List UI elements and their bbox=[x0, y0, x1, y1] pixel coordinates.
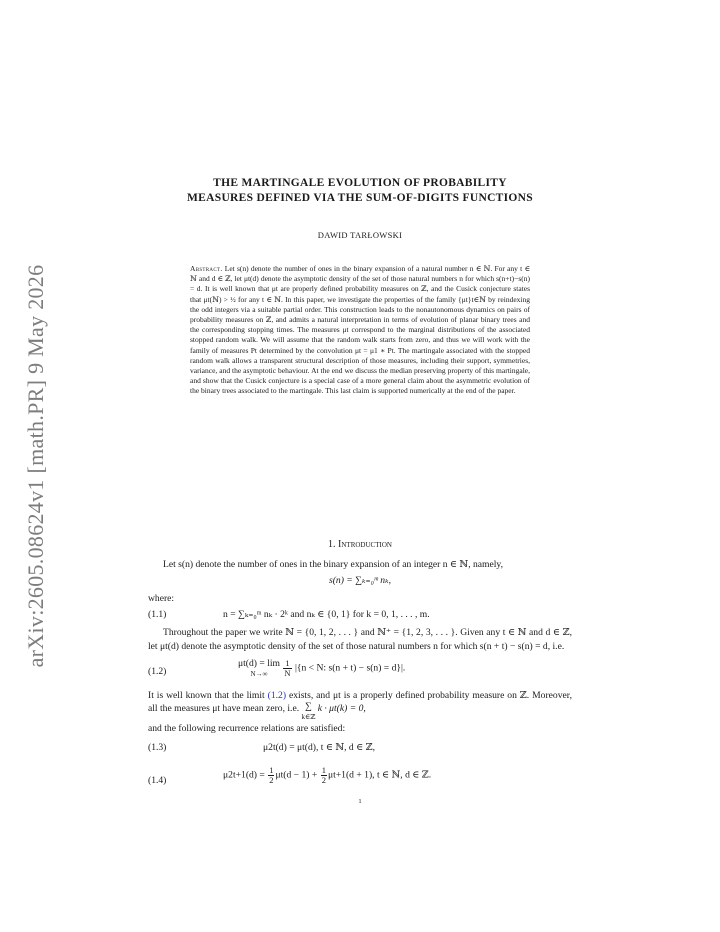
abstract-text: Let s(n) denote the number of ones in the binary expansion of a natural number n ∈ ℕ. For any t ∈ ℕ and d ∈ ℤ, let μt(d) denote the asymptotic density of the set of those natural numbers n for which s(n+t)−s(n) = d. It is well known that μt are properly defined probability measures on ℤ, and the Cusick conjecture states that μt(ℕ) > ½ for any t ∈ ℕ. In this paper, we investigate the properties of the family {μt}t∈ℕ by reindexing the odd integers via a suitable partial order. This construction leads to the nonautonomous dynamics on pairs of probability measures on ℤ, and admits a natural interpretation in terms of evolution of planar binary trees and the corresponding stopping times. The measures μt correspond to the marginal distributions of the associated stopped random walk. We will assume that the random walk starts from zero, and thus we will work with the family of measures Pt determined by the convolution μt = μ1 ∗ Pt. The martingale associated with the stopped random walk allows a transparent structural description of those measures, including their support, symmetries, variance, and the asymptotic behaviour. At the end we discuss the median preserving property of this martingale, and show that the Cusick conjecture is a special case of a more general claim about the asymmetric evolution of the binary trees associated to the martingale. This last claim is supported numerically at the end of the paper. bbox=[190, 264, 531, 396]
equation-1-4-lhs: μ2t+1(d) = bbox=[223, 769, 268, 781]
paragraph-3-start: It is well known that the limit bbox=[148, 689, 268, 701]
abstract-heading: Abstract. bbox=[190, 264, 223, 273]
equation-1-2 bbox=[148, 659, 572, 685]
fraction-one-half-a: $\frac{1}{2}$ bbox=[269, 765, 274, 786]
equation-1-2-limit-subscript: N→∞ bbox=[250, 669, 268, 678]
equation-1-4-body bbox=[148, 766, 572, 785]
equation-1-4-rhs: μt+1(d + 1), t ∈ ℕ, d ∈ ℤ. bbox=[327, 769, 432, 781]
equation-1-3-body: μ2t(d) = μt(d), t ∈ ℕ, d ∈ ℤ, bbox=[263, 742, 376, 754]
equation-number-1-4: (1.4) bbox=[148, 775, 167, 787]
paragraph-2: Throughout the paper we write ℕ = {0, 1, 2, . . . } and ℕ⁺ = {1, 2, 3, . . . }. Given any t ∈ ℕ and d ∈ ℤ, let μt(d) denote the asymptotic density of the set of those natural numbers n for which s(n + t) − s(n) = d, i.e. bbox=[148, 627, 572, 652]
sum-subscript: k∈ℤ bbox=[301, 713, 316, 722]
paragraph-3-middle: exists, and μt is a properly defined probability measure on ℤ. Moreover, all the measures μt have mean zero, i.e. bbox=[148, 689, 572, 715]
paragraph-1: Let s(n) denote the number of ones in the binary expansion of an integer n ∈ ℕ, namely, bbox=[163, 559, 504, 570]
fraction-one-half-b: $\frac{1}{2}$ bbox=[321, 765, 326, 786]
equation-sum-of-digits-body: s(n) = ∑ₖ₌₀ᵐ nₖ, bbox=[328, 575, 392, 587]
equation-1-1-body: n = ∑ₖ₌₀ᵐ nₖ · 2ᵏ and nₖ ∈ {0, 1} for k = 0, 1, . . . , m. bbox=[223, 609, 430, 621]
abstract bbox=[190, 264, 530, 397]
section-heading: 1. Introduction bbox=[328, 539, 392, 550]
equation-number-1-3: (1.3) bbox=[148, 742, 167, 754]
equation-number-1-1: (1.1) bbox=[148, 609, 167, 621]
equation-sum-of-digits bbox=[148, 574, 572, 589]
title-line-1: THE MARTINGALE EVOLUTION OF PROBABILITY bbox=[213, 177, 507, 189]
equation-1-4-middle: μt(d − 1) + bbox=[275, 769, 320, 781]
equation-1-2-rhs: |{n < N: s(n + t) − s(n) = d}|. bbox=[294, 662, 406, 674]
author-name: DAWID TARŁOWSKI bbox=[317, 230, 403, 240]
mean-zero-expression: k · μt(k) = 0, bbox=[317, 703, 366, 715]
equation-1-2-lhs: μt(d) = lim bbox=[238, 657, 280, 669]
equation-reference-link[interactable]: (1.2) bbox=[267, 689, 287, 701]
equation-number-1-2: (1.2) bbox=[148, 665, 167, 677]
paragraph-4: and the following recurrence relations are satisfied: bbox=[148, 723, 346, 735]
equation-1-3 bbox=[148, 741, 572, 756]
equation-1-4 bbox=[148, 766, 572, 796]
equation-1-1 bbox=[148, 608, 572, 623]
paper-title bbox=[140, 176, 580, 206]
equation-1-2-body bbox=[148, 659, 572, 679]
title-line-2: MEASURES DEFINED VIA THE SUM-OF-DIGITS FUNCTIONS bbox=[187, 192, 533, 204]
where-text: where: bbox=[148, 593, 175, 605]
fraction-one-over-n: $\frac{1}{N}$ bbox=[284, 657, 291, 678]
arxiv-identifier: arXiv:2605.08624v1 [math.PR] 9 May 2026 bbox=[23, 264, 48, 668]
page-number: 1 bbox=[358, 798, 362, 806]
section-body bbox=[148, 558, 572, 808]
paragraph-3: It is well known that the limit (1.2) exists, and μt is a properly defined probability measure on ℤ. Moreover, all the measures μt have mean zero, i.e. ∑ k∈ℤ k · μt(k) = 0, bbox=[148, 689, 572, 722]
